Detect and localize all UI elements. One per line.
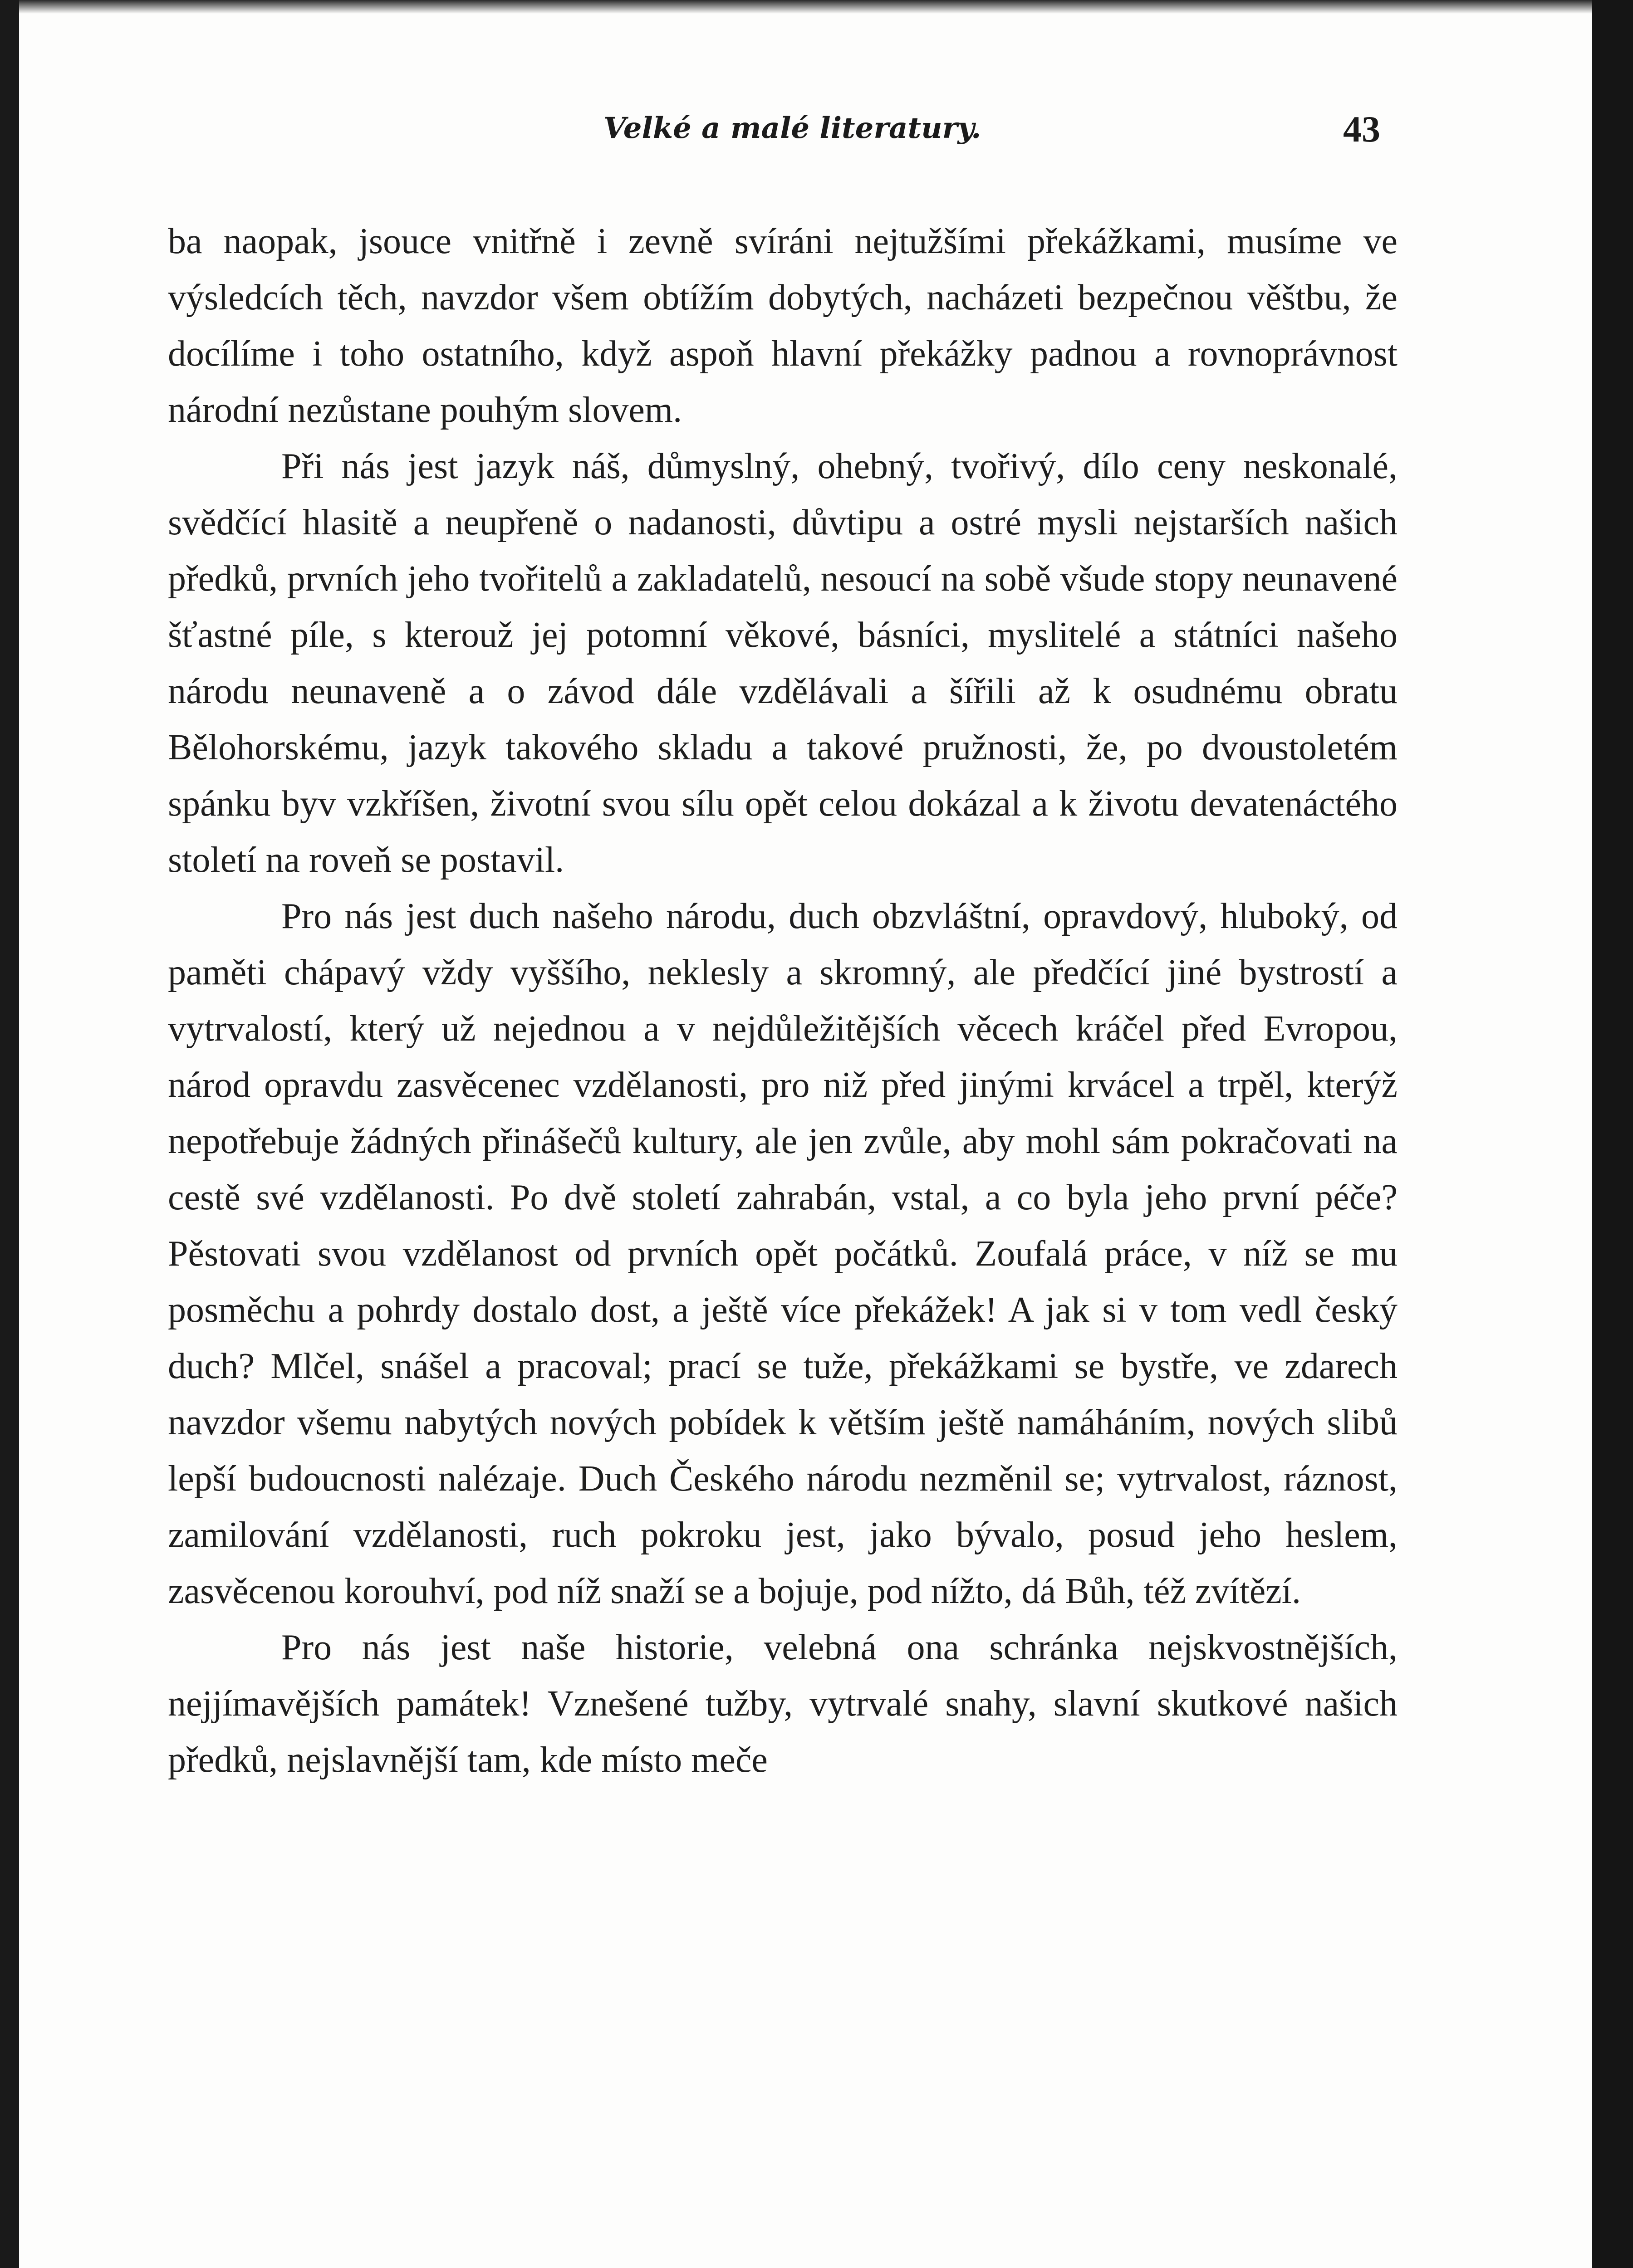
paragraph-1: ba naopak, jsouce vnitřně i zevně svíráni nejtužšími překážkami, musíme ve výsledcích těch, navzdor všem obtížím dobytých, nacházeti bezpečnou věštbu, že docílíme i toho ostatního, když aspoň hlavní překážky padnou a rovnoprávnost národní nezůstane pouhým slovem. xyxy=(168,221,1398,430)
scan-top-edge xyxy=(0,0,1633,14)
paragraph-2: Při nás jest jazyk náš, důmyslný, ohebný, tvořivý, dílo ceny neskonalé, svědčící hlasitě a neupřeně o nadanosti, důvtipu a ostré mysli nejstarších našich předků, prvních jeho tvořitelů a zakladatelů, nesoucí na sobě všude stopy neunavené šťastné píle, s kterouž jej potomní věkové, básníci, myslitelé a státníci našeho národu neunaveně a o závod dále vzdělávali a šířili až k osudnému obratu Bělohorskému, jazyk takového skladu a takové pružnosti, že, po dvoustoletém spánku byv vzkříšen, životní svou sílu opět celou dokázal a k životu devatenáctého století na roveň se postavil. xyxy=(168,446,1398,880)
scan-left-edge xyxy=(0,0,19,2268)
body-text xyxy=(168,213,1398,1788)
paragraph-3: Pro nás jest duch našeho národu, duch obzvláštní, opravdový, hluboký, od paměti chápavý vždy vyššího, neklesly a skromný, ale předčící jiné bystrostí a vytrvalostí, který už nejednou a v nejdůležitějších věcech kráčel před Evropou, národ opravdu zasvěcenec vzdělanosti, pro niž před jinými krvácel a trpěl, kterýž nepotřebuje žádných přinášečů kultury, ale jen zvůle, aby mohl sám pokračovati na cestě své vzdělanosti. Po dvě století zahrabán, vstal, a co byla jeho první péče? Pěstovati svou vzdělanost od prvních opět počátků. Zoufalá práce, v níž se mu posměchu a pohrdy dostalo dost, a ještě více překážek! A jak si v tom vedl český duch? Mlčel, snášel a pracoval; prací se tuže, překážkami se bystře, ve zdarech navzdor všemu nabytých nových pobídek k větším ještě namáháním, nových slibů lepší budoucnosti nalézaje. Duch Českého národu nezměnil se; vytrvalost, ráznost, zamilování vzdělanosti, ruch pokroku jest, jako bývalo, posud jeho heslem, zasvěcenou korouhví, pod níž snaží se a bojuje, pod nížto, dá Bůh, též zvítězí. xyxy=(168,896,1398,1611)
page-number: 43 xyxy=(1343,108,1380,150)
scan-right-edge xyxy=(1592,0,1633,2268)
running-title: Velké a malé literatury. xyxy=(603,111,981,145)
paragraph-4: Pro nás jest naše historie, velebná ona schránka nejskvostnějších, nejjímavějších památek! Vznešené tužby, vytrvalé snahy, slavní skutkové našich předků, nejslavnější tam, kde místo meče xyxy=(168,1628,1398,1780)
